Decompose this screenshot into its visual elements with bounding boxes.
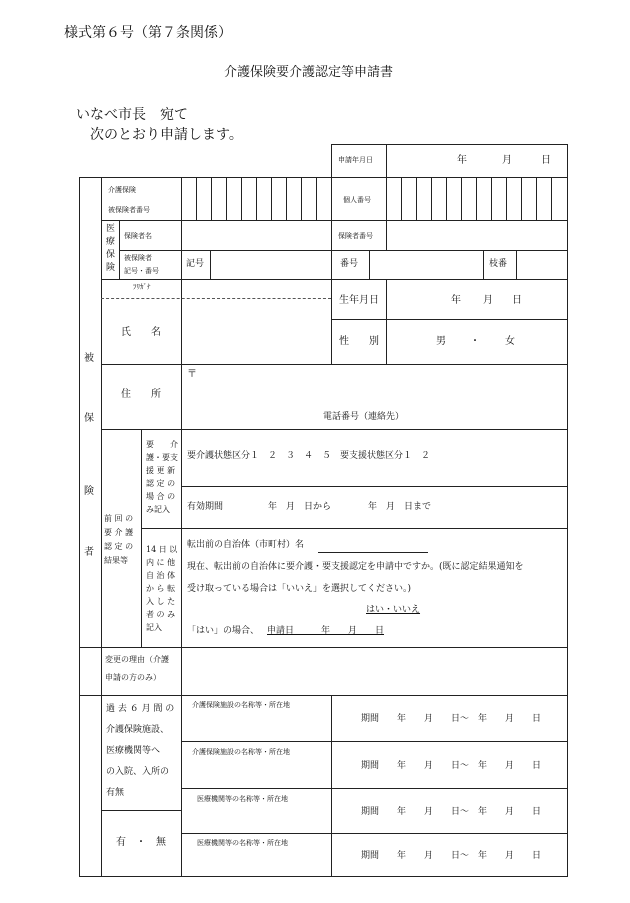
- sex-separator: ・: [470, 336, 480, 347]
- edaban-label: 枝番: [489, 259, 508, 269]
- birth-date-field[interactable]: [387, 280, 566, 318]
- transfer-question-2: 受け取っている場合は「いいえ」を選択してください。): [187, 584, 412, 594]
- birth-month-unit: 月: [483, 295, 493, 306]
- transfer-note-4: か ら 転: [146, 584, 176, 593]
- application-date-label: 申請年月日: [338, 156, 373, 164]
- update-note-3: 援 更 新: [146, 466, 176, 475]
- application-date-field[interactable]: [387, 145, 567, 176]
- update-note-1: 要 介: [146, 440, 178, 449]
- valid-from[interactable]: 年 月 日から: [268, 502, 332, 512]
- insured-side-4: 者: [84, 547, 94, 558]
- valid-period-label: 有効期間: [187, 502, 224, 512]
- if-yes-date[interactable]: 申請日 年 月 日: [267, 626, 385, 636]
- prev-label-1: 前 回 の: [104, 514, 134, 523]
- personal-number-field[interactable]: [387, 178, 566, 219]
- change-reason-field[interactable]: [182, 648, 566, 694]
- change-reason-label-1: 変更の理由（介護: [105, 655, 169, 664]
- care-ins-label-2: 被保険者番号: [108, 206, 150, 214]
- bangou-label: 番号: [340, 259, 359, 269]
- transfer-question-1: 現在、転出前の自治体に要介護・要支援認定を申請中ですか。(既に認定結果通知を: [187, 562, 524, 572]
- update-note-4: 認 定 の: [146, 479, 176, 488]
- facility-1-name-label: 介護保険施設の名称等・所在地: [192, 701, 290, 709]
- transfer-note-6: 者 の み: [146, 610, 176, 619]
- transfer-municipality-field[interactable]: [318, 537, 428, 552]
- presence-choice[interactable]: 有 ・ 無: [116, 837, 166, 848]
- birth-day-unit: 日: [512, 295, 522, 306]
- form-title: 介護保険要介護認定等申請書: [224, 65, 394, 80]
- postal-mark: 〒: [187, 369, 197, 380]
- facility-2-name-label: 介護保険施設の名称等・所在地: [192, 748, 290, 756]
- medical-1-period[interactable]: 期間 年 月 日～ 年 月 日: [361, 807, 542, 817]
- edaban-field[interactable]: [517, 251, 566, 278]
- birth-year-unit: 年: [451, 295, 461, 306]
- name-field[interactable]: [182, 300, 330, 362]
- phone-label: 電話番号（連絡先）: [323, 412, 405, 422]
- addressee: いなべ市長 宛て: [76, 107, 188, 123]
- name-label: 氏 名: [121, 327, 161, 338]
- insured-side-2: 保: [84, 413, 94, 424]
- intro-text: 次のとおり申請します。: [90, 127, 243, 143]
- transfer-note-5: 入 し た: [146, 597, 176, 606]
- medical-1-name-field[interactable]: [182, 806, 330, 832]
- bangou-field[interactable]: [370, 251, 482, 278]
- insured-side-1: 被: [84, 353, 94, 364]
- insurer-name-field[interactable]: [182, 221, 330, 249]
- insured-side-3: 険: [84, 486, 94, 497]
- history-label-2: 介護保険施設、: [106, 725, 170, 735]
- furigana-field[interactable]: [182, 280, 330, 298]
- application-month-unit: 月: [502, 155, 512, 166]
- transfer-note-7: 記入: [146, 623, 162, 632]
- birth-label: 生年月日: [339, 295, 379, 306]
- medical-2-period[interactable]: 期間 年 月 日～ 年 月 日: [361, 851, 542, 861]
- update-note-2: 護・要支: [146, 453, 178, 462]
- prev-label-4: 結果等: [104, 556, 128, 565]
- transfer-note-3: 自 治 体: [146, 571, 176, 580]
- form-number: 様式第６号（第７条関係）: [64, 25, 232, 41]
- medical-side-1: 医: [106, 224, 116, 234]
- transfer-note-1: 14 日 以: [146, 545, 178, 554]
- care-level-line[interactable]: 要介護状態区分１ ２ ３ ４ ５ 要支援状態区分１ ２: [187, 451, 431, 461]
- sex-label: 性 別: [339, 336, 379, 347]
- care-ins-label-1: 介護保険: [108, 186, 136, 194]
- address-field[interactable]: [200, 366, 566, 406]
- insurer-number-label: 保険者番号: [338, 232, 373, 240]
- application-day-unit: 日: [541, 155, 551, 166]
- sex-female[interactable]: 女: [505, 336, 515, 347]
- medical-2-name-label: 医療機関等の名称等・所在地: [197, 839, 288, 847]
- furigana-label: ﾌﾘｶﾞﾅ: [133, 283, 151, 291]
- medical-side-4: 険: [106, 263, 116, 273]
- facility-2-period[interactable]: 期間 年 月 日～ 年 月 日: [361, 761, 542, 771]
- med-ins-label-1: 被保険者: [124, 254, 152, 262]
- prev-label-3: 認 定 の: [104, 542, 134, 551]
- kigou-field[interactable]: [211, 251, 330, 278]
- facility-2-name-field[interactable]: [182, 759, 330, 787]
- change-reason-label-2: 申請の方のみ）: [105, 673, 161, 682]
- history-label-4: の入院、入所の: [106, 767, 170, 777]
- insurer-name-label: 保険者名: [124, 232, 152, 240]
- update-note-5: 場 合 の: [146, 492, 176, 501]
- medical-1-name-label: 医療機関等の名称等・所在地: [197, 795, 288, 803]
- insurer-number-field[interactable]: [387, 221, 566, 249]
- facility-1-name-field[interactable]: [182, 712, 330, 740]
- medical-side-2: 療: [106, 237, 116, 247]
- transfer-note-2: 内 に 他: [146, 558, 176, 567]
- valid-to[interactable]: 年 月 日まで: [368, 502, 432, 512]
- personal-number-label: 個人番号: [343, 196, 371, 204]
- medical-2-name-field[interactable]: [182, 850, 330, 875]
- care-insurance-number-field[interactable]: [182, 178, 330, 219]
- sex-male[interactable]: 男: [436, 336, 446, 347]
- yes-no-choice[interactable]: はい・いいえ: [366, 605, 421, 615]
- if-yes-prefix: 「はい」の場合、: [187, 626, 260, 636]
- history-label-3: 医療機関等へ: [106, 746, 161, 756]
- kigou-label: 記号: [186, 259, 205, 269]
- medical-side-3: 保: [106, 250, 116, 260]
- history-label-5: 有無: [106, 788, 125, 798]
- update-note-6: み記入: [146, 505, 170, 514]
- address-label: 住 所: [121, 389, 161, 400]
- application-year-unit: 年: [457, 155, 467, 166]
- transfer-municipality-label: 転出前の自治体（市町村）名: [187, 540, 305, 550]
- med-ins-label-2: 記号・番号: [124, 267, 159, 275]
- history-label-1: 過 去 ６ 月 間 の: [106, 704, 175, 714]
- facility-1-period[interactable]: 期間 年 月 日～ 年 月 日: [361, 714, 542, 724]
- prev-label-2: 要 介 護: [104, 528, 134, 537]
